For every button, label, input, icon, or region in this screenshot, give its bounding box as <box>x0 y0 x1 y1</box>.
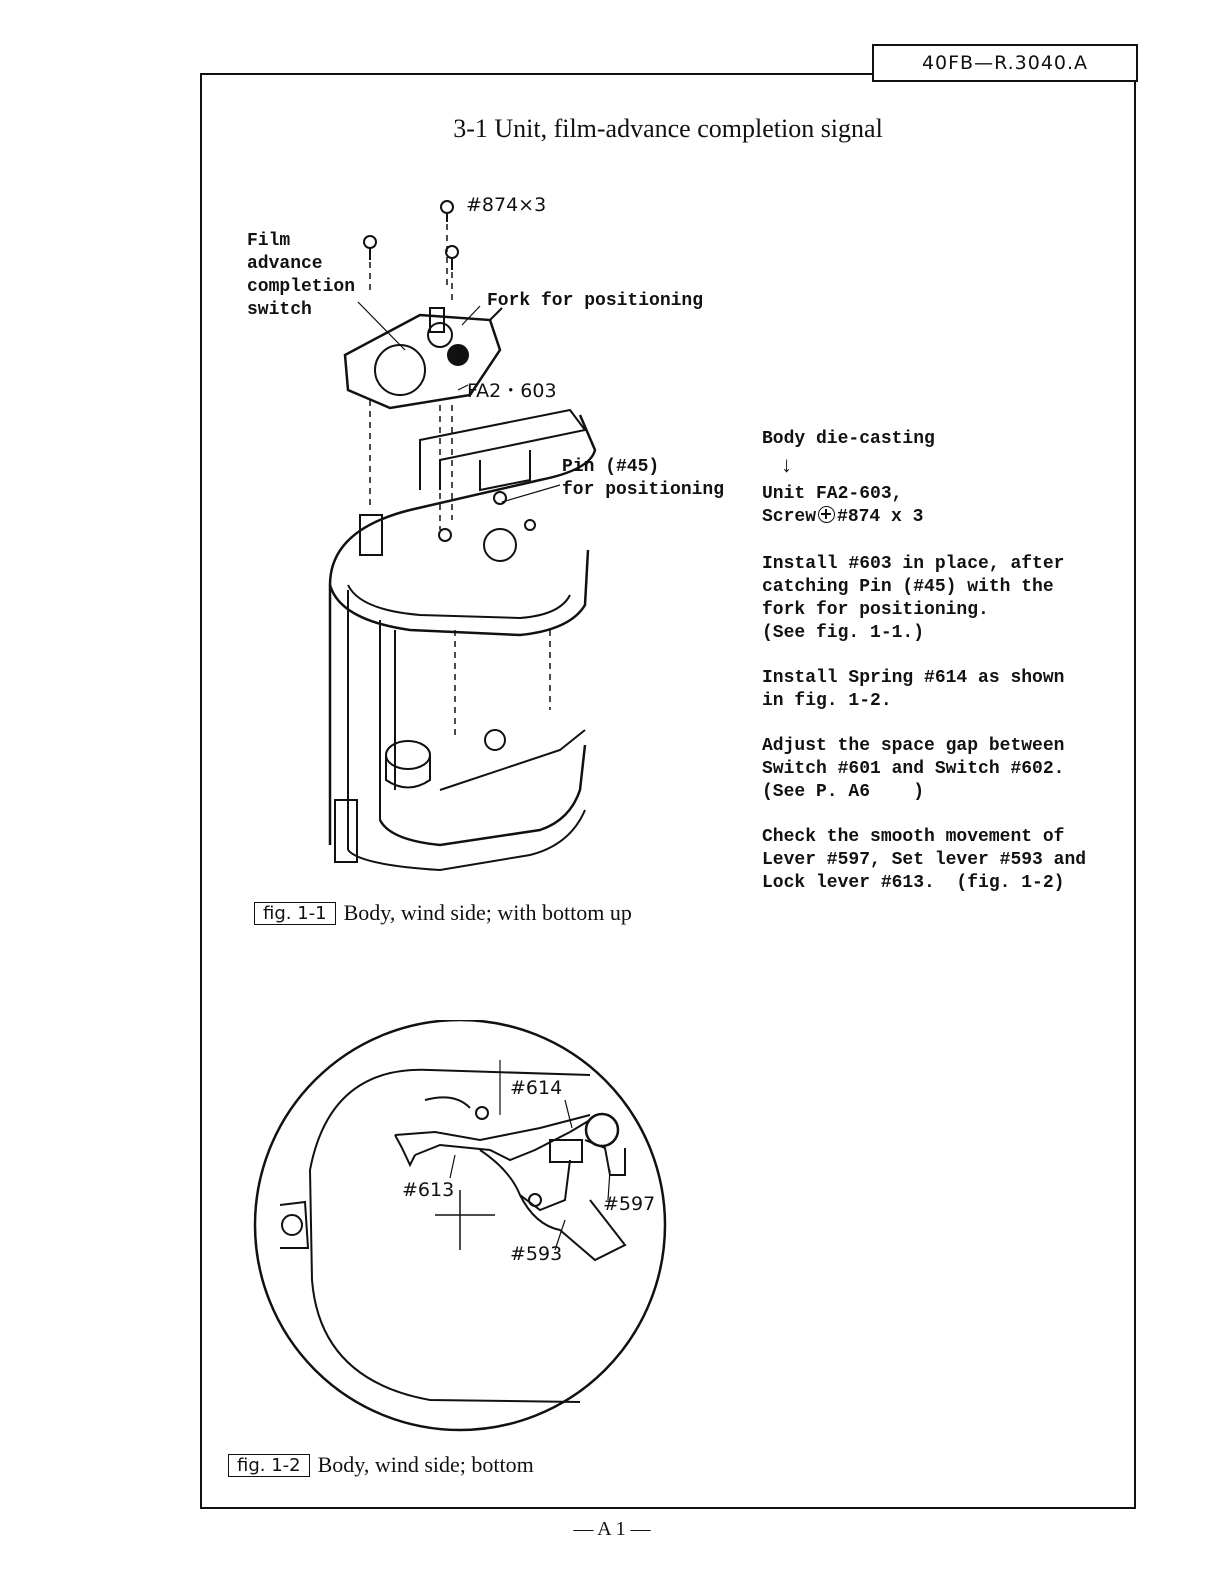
spring-614-label: #614 <box>510 1077 563 1099</box>
page-number: — A 1 — <box>573 1518 651 1540</box>
figure-tag: fig. 1-2 <box>228 1454 310 1477</box>
lock-lever-613-label: #613 <box>402 1179 455 1201</box>
figure-1-2-caption <box>228 1452 534 1478</box>
caption-text: Body, wind side; with bottom up <box>343 900 632 925</box>
instruction-step-1: Body die-casting <box>762 429 935 449</box>
instruction-paragraph: Adjust the space gap between Switch #601 and Switch #602. (See P. A6 ) <box>762 736 1065 802</box>
switch-label: Film advance completion switch <box>247 231 356 320</box>
down-arrow-icon: ↓ <box>780 454 794 479</box>
instruction-paragraph: Install Spring #614 as shown in fig. 1-2. <box>762 668 1065 711</box>
instruction-step-2-screw: Screw #874 x 3 <box>762 507 924 527</box>
pin-label: Pin (#45) for positioning <box>562 457 725 500</box>
instruction-paragraph: Install #603 in place, after catching Pin (#45) with the fork for positioning. (See fig. 1-1.) <box>762 554 1065 643</box>
figure-tag: fig. 1-1 <box>254 902 336 925</box>
unit-label: FA2・603 <box>467 380 557 402</box>
screw-icon <box>364 236 376 260</box>
caption-text: Body, wind side; bottom <box>317 1452 534 1477</box>
page-title: 3-1 Unit, film-advance completion signal <box>453 114 883 143</box>
instruction-step-2: Unit FA2-603, <box>762 484 903 504</box>
figure-1-2-drawing <box>250 1020 680 1440</box>
instructions <box>762 428 1086 917</box>
screw-icon <box>446 246 458 270</box>
screw-icon <box>441 201 453 222</box>
document-number: 40FB—R.3040.A <box>872 44 1138 82</box>
instruction-paragraph: Check the smooth movement of Lever #597, Set lever #593 and Lock lever #613. (fig. 1-2) <box>762 827 1087 893</box>
phillips-screw-icon <box>818 506 835 523</box>
fork-label: Fork for positioning <box>487 291 704 311</box>
set-lever-593-label: #593 <box>510 1243 563 1265</box>
lever-597-label: #597 <box>603 1193 656 1215</box>
screw-count-label: #874×3 <box>466 194 547 216</box>
figure-1-1-caption <box>254 900 632 926</box>
